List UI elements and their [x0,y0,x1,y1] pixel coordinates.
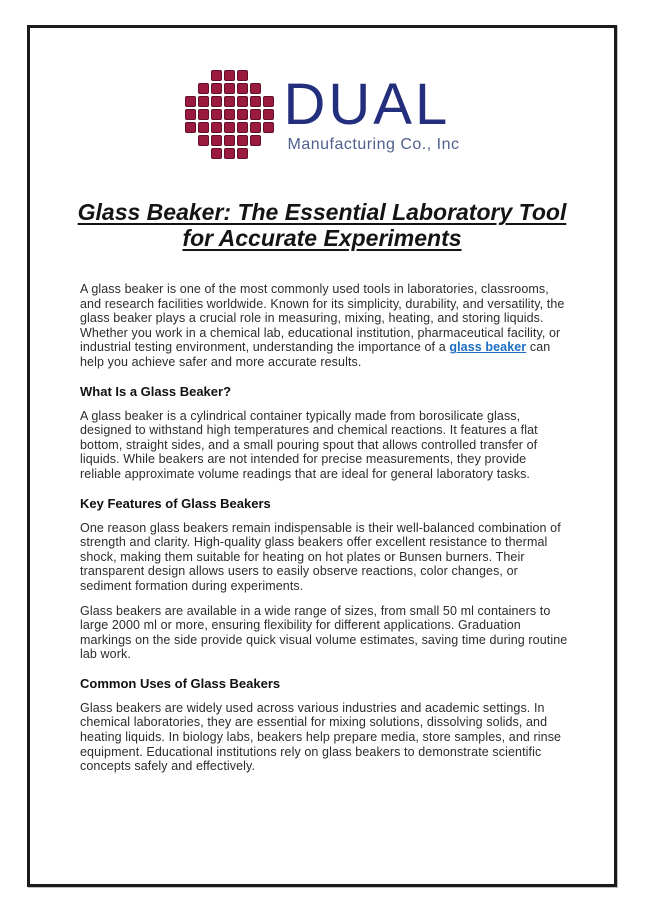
page-border-frame [27,25,617,887]
section-paragraph: Glass beakers are widely used across various industries and academic settings. In chemical laboratories, they are essential for mixing solutions, dissolving solids, and heating liquids. In biology labs, beakers help prepare media, store samples, and rinse equipment. Educational institutions rely on glass beakers to demonstrate scientific concepts safely and effectively. [80,700,562,774]
company-logo [185,70,460,159]
logo-dot-matrix-icon [185,70,274,159]
glass-beaker-link[interactable]: glass beaker [449,340,527,355]
logo-text-block [283,71,460,154]
document-title-line-1: Glass Beaker: The Essential Laboratory Tool [77,199,567,225]
logo-company-subtitle: Manufacturing Co., Inc [287,135,460,153]
section-paragraph: One reason glass beakers remain indispensable is their well-balanced combination of strength and clarity. High-quality glass beakers offer excellent resistance to thermal shock, making them suitable for heating on hot plates or Bunsen burners. Their transparent design allows users to easily observe reactions, color changes, or sediment formation during experiments. [80,520,561,593]
section-heading-what-is: What Is a Glass Beaker? [80,383,232,399]
section-heading-common-uses: Common Uses of Glass Beakers [80,675,281,691]
intro-text-before-link: A glass beaker is one of the most commonly used tools in laboratories, classrooms, and research facilities worldwide. Known for its simplicity, durability, and versatility, the glass beaker plays a crucial role in measuring, mixing, heating, and storing liquids. Whether you work in a chemical lab, educational institution, pharmaceutical facility, or industrial testing environment, understanding the importance of a [80,282,565,355]
intro-paragraph [80,282,570,370]
logo-brand-name: DUAL [283,71,451,137]
document-title-line-2: for Accurate Experiments [182,225,462,251]
section-paragraph: Glass beakers are available in a wide range of sizes, from small 50 ml containers to large 2000 ml or more, ensuring flexibility for different applications. Graduation markings on the side provide quick visual volume estimates, saving time during routine lab work. [80,603,568,662]
document-body [30,282,614,774]
intro-text-after-link: can help you achieve safer and more accurate results. [80,340,551,369]
section-heading-key-features: Key Features of Glass Beakers [80,495,271,511]
document-title [58,199,586,251]
section-paragraph: A glass beaker is a cylindrical container typically made from borosilicate glass, designed to withstand high temperatures and chemical reactions. It features a flat bottom, straight sides, and a small pouring spout that allows controlled transfer of liquids. While beakers are not intended for precise measurements, they provide reliable approximate volume readings that are ideal for general laboratory tasks. [80,408,538,481]
